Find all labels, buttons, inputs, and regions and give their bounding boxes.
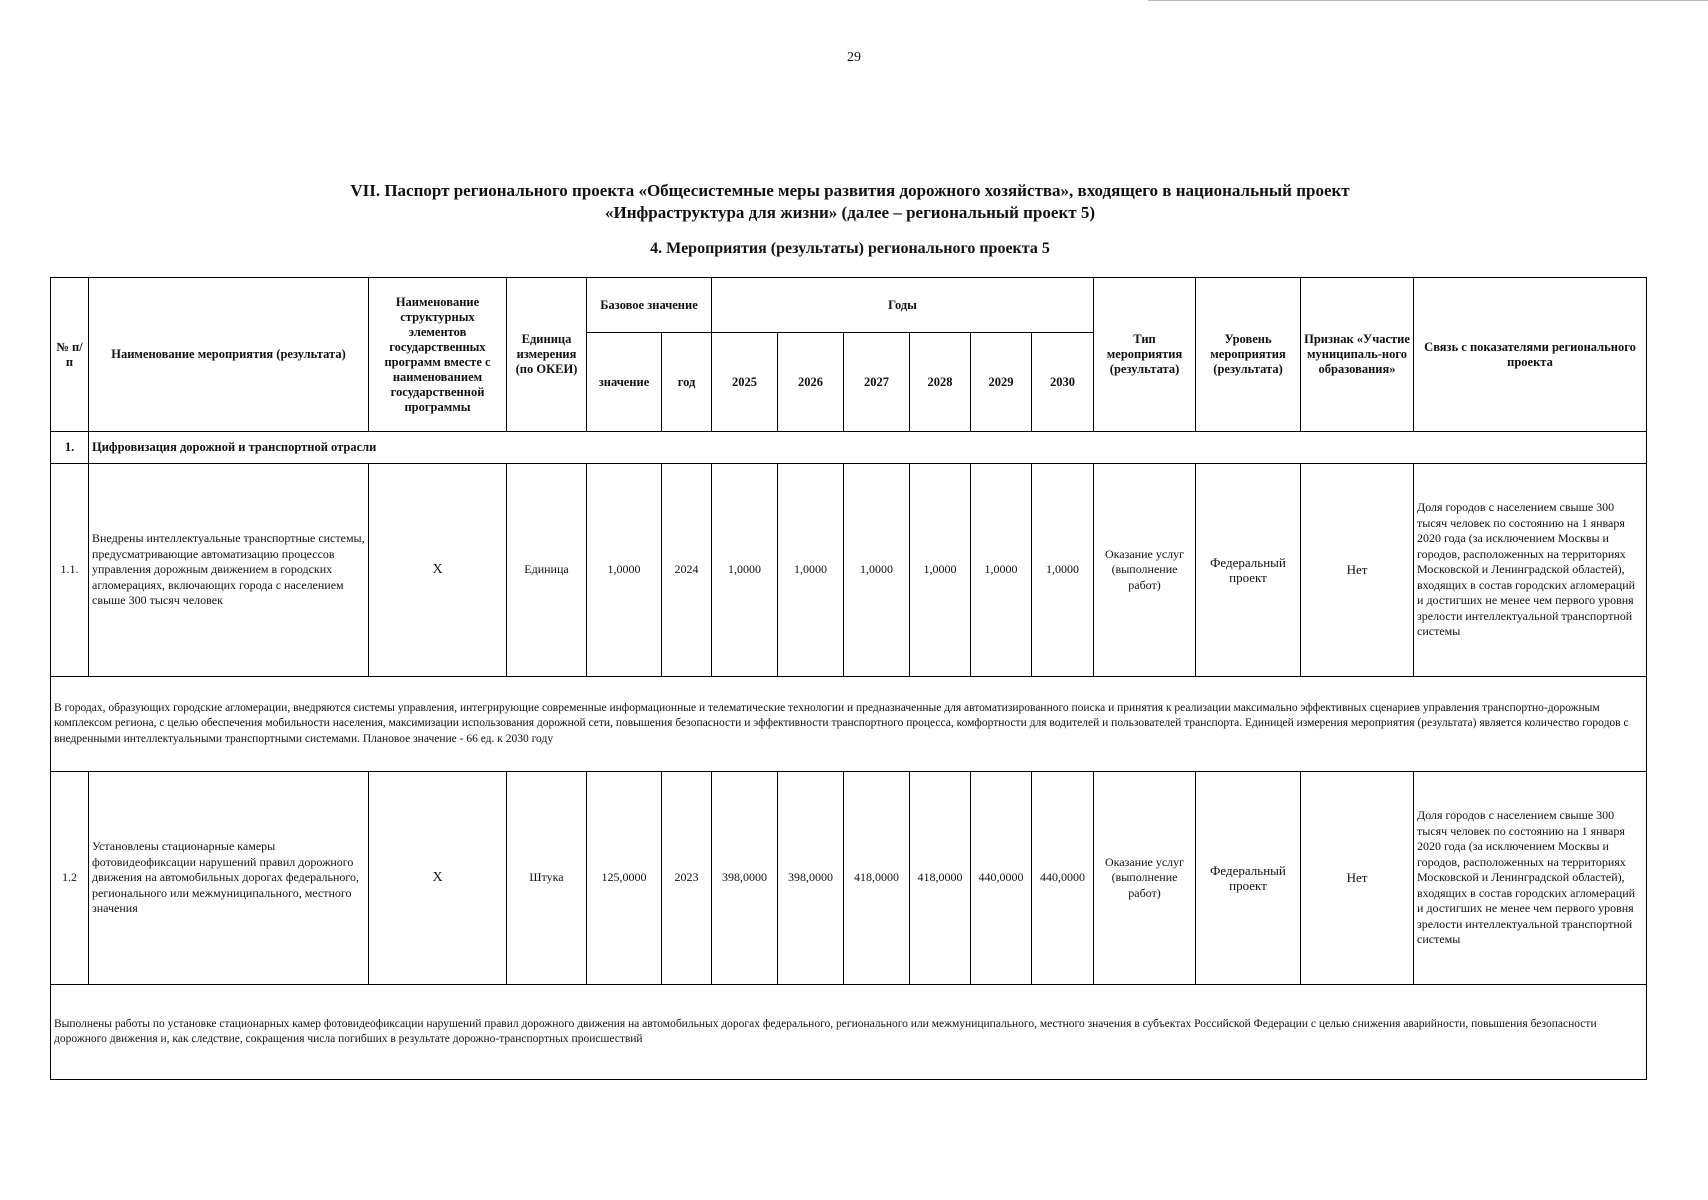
- section-row: [51, 432, 1647, 464]
- header-year-2028: 2028: [910, 333, 971, 432]
- row-value-2027: 418,0000: [844, 772, 910, 985]
- row-structural: Х: [369, 464, 507, 677]
- row-value-2028: 418,0000: [910, 772, 971, 985]
- header-base-value: значение: [587, 333, 662, 432]
- table-row: [51, 772, 1647, 985]
- row-value-2029: 440,0000: [971, 772, 1032, 985]
- row-value-2030: 440,0000: [1032, 772, 1094, 985]
- row-base-value: 1,0000: [587, 464, 662, 677]
- row-type: Оказание услуг (выполнение работ): [1094, 464, 1196, 677]
- row-value-2030: 1,0000: [1032, 464, 1094, 677]
- row-name: Внедрены интеллектуальные транспортные системы, предусматривающие автоматизацию процессов управления дорожным движением в городских агломерациях, включающих города с населением свыше 300 тысяч человек: [89, 464, 369, 677]
- title-line-1: VII. Паспорт регионального проекта «Общесистемные меры развития дорожного хозяйства», входящего в национальный проект: [350, 181, 1350, 200]
- document-title: [80, 180, 1620, 224]
- row-link: Доля городов с населением свыше 300 тысяч человек по состоянию на 1 января 2020 года (за исключением Москвы и городов, расположенных на территориях Московской и Ленинградской областей), входящих в состав городских агломераций и достигших не менее чем первого уровня зрелости интеллектуальной транспортной системы: [1414, 464, 1647, 677]
- section-num: 1.: [51, 432, 89, 464]
- header-year-2029: 2029: [971, 333, 1032, 432]
- header-structural: Наименование структурных элементов государственных программ вместе с наименованием государственной программы: [369, 278, 507, 432]
- header-unit: Единица измерения (по ОКЕИ): [507, 278, 587, 432]
- row-value-2027: 1,0000: [844, 464, 910, 677]
- header-year-2027: 2027: [844, 333, 910, 432]
- header-name: Наименование мероприятия (результата): [89, 278, 369, 432]
- row-value-2026: 398,0000: [778, 772, 844, 985]
- row-value-2025: 1,0000: [712, 464, 778, 677]
- row-num: 1.1.: [51, 464, 89, 677]
- header-base: Базовое значение: [587, 278, 712, 333]
- row-structural: Х: [369, 772, 507, 985]
- row-level: Федеральный проект: [1196, 772, 1301, 985]
- row-value-2026: 1,0000: [778, 464, 844, 677]
- header-year-2030: 2030: [1032, 333, 1094, 432]
- row-description: В городах, образующих городские агломерации, внедряются системы управления, интегрирующие современные информационные и телематические технологии и предназначенные для автоматизированного поиска и принятия к реализации максимально эффективных сценариев управления транспортно-дорожным комплексом региона, с целью обеспечения мобильности населения, максимизации использования дорожной сети, повышения безопасности и эффективности транспортного процесса, комфортности для водителей и пользователей транспорта. Единицей измерения мероприятия (результата) является количество городов с внедренными интеллектуальными транспортными системами. Плановое значение - 66 ед. к 2030 году: [51, 677, 1647, 772]
- header-type: Тип мероприятия (результата): [1094, 278, 1196, 432]
- row-base-year: 2023: [662, 772, 712, 985]
- header-municipal: Признак «Участие муниципаль-ного образования»: [1301, 278, 1414, 432]
- row-type: Оказание услуг (выполнение работ): [1094, 772, 1196, 985]
- header-row-1: [51, 278, 1647, 333]
- header-link: Связь с показателями регионального проекта: [1414, 278, 1647, 432]
- row-num: 1.2: [51, 772, 89, 985]
- table-row: [51, 464, 1647, 677]
- row-name: Установлены стационарные камеры фотовидеофиксации нарушений правил дорожного движения на автомобильных дорогах федерального, регионального или межмуниципального, местного значения: [89, 772, 369, 985]
- section-title: Цифровизация дорожной и транспортной отрасли: [89, 432, 1647, 464]
- header-years: Годы: [712, 278, 1094, 333]
- description-row: [51, 677, 1647, 772]
- header-year-2026: 2026: [778, 333, 844, 432]
- row-link: Доля городов с населением свыше 300 тысяч человек по состоянию на 1 января 2020 года (за исключением Москвы и городов, расположенных на территориях Московской и Ленинградской областей), входящих в состав городских агломераций и достигших не менее чем первого уровня зрелости интеллектуальной транспортной системы: [1414, 772, 1647, 985]
- header-base-year: год: [662, 333, 712, 432]
- row-municipal: Нет: [1301, 464, 1414, 677]
- scan-edge-line: [1148, 0, 1708, 1]
- section-subtitle: 4. Мероприятия (результаты) регионального проекта 5: [650, 240, 1050, 257]
- row-description: Выполнены работы по установке стационарных камер фотовидеофиксации нарушений правил дорожного движения на автомобильных дорогах федерального, регионального или межмуниципального, местного значения в субъектах Российской Федерации с целью снижения аварийности, повышения безопасности дорожного движения и, как следствие, сокращения числа погибших в результате дорожно-транспортных происшествий: [51, 985, 1647, 1080]
- row-base-year: 2024: [662, 464, 712, 677]
- row-base-value: 125,0000: [587, 772, 662, 985]
- title-line-2: «Инфраструктура для жизни» (далее – региональный проект 5): [604, 203, 1096, 222]
- row-unit: Единица: [507, 464, 587, 677]
- description-row: [51, 985, 1647, 1080]
- row-value-2029: 1,0000: [971, 464, 1032, 677]
- row-value-2025: 398,0000: [712, 772, 778, 985]
- header-level: Уровень мероприятия (результата): [1196, 278, 1301, 432]
- page-number: 29: [847, 50, 861, 65]
- header-year-2025: 2025: [712, 333, 778, 432]
- header-num: № п/п: [51, 278, 89, 432]
- row-level: Федеральный проект: [1196, 464, 1301, 677]
- row-unit: Штука: [507, 772, 587, 985]
- row-value-2028: 1,0000: [910, 464, 971, 677]
- measures-table: [50, 277, 1647, 1080]
- row-municipal: Нет: [1301, 772, 1414, 985]
